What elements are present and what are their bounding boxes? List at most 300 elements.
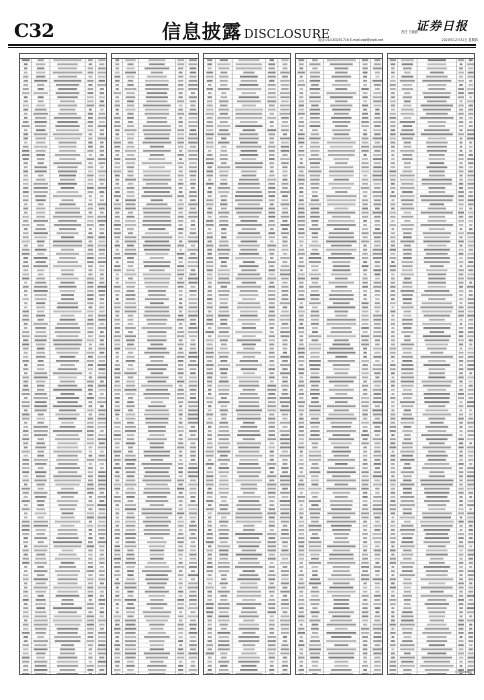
cell-text-mark [23, 76, 28, 78]
cell-text-mark [189, 599, 197, 601]
cell-text-mark [373, 138, 382, 140]
cell-text-mark [240, 459, 258, 461]
cell-text-mark [97, 216, 106, 218]
cell-text-mark [144, 352, 169, 354]
cell-text-mark [331, 636, 351, 638]
cell-text-mark [24, 512, 28, 514]
cell-text-mark [238, 273, 260, 275]
cell-text-mark [125, 241, 137, 243]
cell-text-mark [56, 232, 78, 234]
cell-text-mark [115, 96, 119, 98]
cell-text-mark [468, 599, 473, 601]
cell-text-mark [390, 224, 397, 226]
cell-text-mark [177, 599, 184, 601]
cell-text-mark [190, 105, 195, 107]
cell-text-mark [239, 179, 259, 181]
cell-text-mark [402, 154, 412, 156]
cell-text-mark [55, 138, 81, 140]
cell-text-mark [268, 88, 276, 90]
cell-text-mark [219, 533, 228, 535]
cell-text-mark [151, 459, 163, 461]
cell-text-mark [59, 150, 76, 152]
cell-text-mark [309, 500, 321, 502]
cell-text-mark [34, 133, 48, 135]
cell-text-mark [57, 492, 78, 494]
cell-text-mark [177, 282, 184, 284]
cell-text-mark [270, 595, 274, 597]
cell-text-mark [467, 376, 474, 378]
cell-text-mark [311, 595, 318, 597]
cell-text-mark [220, 339, 228, 341]
cell-text-mark [100, 166, 104, 168]
cell-text-mark [373, 154, 381, 156]
cell-text-mark [24, 554, 28, 556]
cell-text-mark [126, 381, 135, 383]
cell-text-mark [280, 504, 290, 506]
cell-text-mark [327, 591, 356, 593]
cell-text-mark [206, 484, 214, 486]
cell-text-mark [178, 232, 183, 234]
cell-text-mark [390, 550, 396, 552]
cell-text-mark [206, 653, 214, 655]
cell-text-mark [327, 430, 357, 432]
cell-text-mark [115, 636, 119, 638]
cell-text-mark [177, 133, 184, 135]
cell-text-mark [206, 397, 214, 399]
cell-text-mark [207, 298, 213, 300]
cell-text-mark [469, 224, 472, 226]
cell-text-mark [178, 426, 184, 428]
cell-text-mark [362, 475, 369, 477]
cell-text-mark [421, 434, 452, 436]
cell-text-mark [55, 467, 80, 469]
cell-text-mark [467, 335, 474, 337]
cell-text-mark [60, 426, 76, 428]
cell-text-mark [38, 100, 44, 102]
cell-text-mark [53, 541, 82, 543]
cell-text-mark [243, 422, 255, 424]
cell-text-mark [115, 191, 120, 193]
cell-text-mark [142, 463, 173, 465]
cell-text-mark [390, 302, 396, 304]
cell-text-mark [87, 220, 93, 222]
cell-text-mark [238, 319, 261, 321]
cell-text-mark [390, 632, 395, 634]
cell-text-mark [362, 59, 368, 61]
cell-text-mark [220, 113, 228, 115]
cell-text-mark [126, 356, 134, 358]
cell-text-mark [99, 558, 105, 560]
cell-text-mark [220, 541, 228, 543]
cell-text-mark [332, 529, 350, 531]
cell-text-mark [207, 566, 213, 568]
cell-text-mark [115, 376, 120, 378]
cell-text-mark [149, 624, 164, 626]
cell-text-mark [268, 146, 276, 148]
cell-text-mark [298, 587, 305, 589]
cell-text-mark [143, 129, 172, 131]
cell-text-mark [469, 525, 473, 527]
cell-text-mark [178, 146, 183, 148]
cell-text-mark [363, 154, 366, 156]
cell-text-mark [34, 286, 48, 288]
cell-text-mark [127, 63, 133, 65]
cell-text-mark [299, 566, 303, 568]
cell-text-mark [34, 257, 48, 259]
cell-text-mark [54, 117, 81, 119]
cell-text-mark [391, 339, 395, 341]
cell-text-mark [37, 438, 44, 440]
cell-text-mark [87, 570, 94, 572]
cell-text-mark [403, 96, 413, 98]
cell-text-mark [240, 121, 258, 123]
cell-text-mark [188, 203, 197, 205]
cell-text-mark [60, 508, 75, 510]
cell-text-mark [145, 409, 169, 411]
cell-text-mark [189, 191, 197, 193]
cell-text-mark [430, 352, 443, 354]
cell-text-mark [334, 158, 350, 160]
cell-text-mark [126, 405, 135, 407]
cell-text-mark [115, 278, 119, 280]
cell-text-mark [241, 80, 258, 82]
issue-date: 2020年12月31日 星期四 [441, 38, 478, 42]
cell-text-mark [459, 187, 463, 189]
cell-text-mark [99, 624, 105, 626]
cell-text-mark [311, 603, 320, 605]
cell-text-mark [389, 348, 396, 350]
cell-text-mark [391, 67, 395, 69]
cell-text-mark [149, 545, 165, 547]
cell-text-mark [207, 595, 212, 597]
cell-text-mark [34, 644, 46, 646]
cell-text-mark [87, 504, 95, 506]
cell-text-mark [312, 447, 317, 449]
cell-text-mark [312, 67, 317, 69]
cell-text-mark [38, 96, 44, 98]
cell-text-mark [24, 327, 28, 329]
cell-text-mark [390, 455, 395, 457]
cell-text-mark [459, 479, 462, 481]
cell-text-mark [35, 558, 46, 560]
cell-text-mark [391, 191, 394, 193]
cell-text-mark [267, 648, 276, 650]
cell-text-mark [310, 599, 321, 601]
cell-text-mark [309, 545, 321, 547]
cell-text-mark [460, 150, 463, 152]
cell-text-mark [221, 138, 226, 140]
cell-text-mark [238, 657, 260, 659]
cell-text-mark [390, 471, 395, 473]
cell-text-mark [281, 150, 290, 152]
cell-text-mark [458, 133, 464, 135]
cell-text-mark [310, 92, 319, 94]
cell-text-mark [113, 170, 121, 172]
cell-text-mark [190, 447, 197, 449]
cell-text-mark [34, 545, 48, 547]
cell-text-mark [425, 409, 448, 411]
cell-text-mark [220, 558, 229, 560]
cell-text-mark [362, 199, 368, 201]
cell-text-mark [269, 521, 275, 523]
cell-text-mark [115, 212, 119, 214]
cell-text-mark [400, 451, 414, 453]
cell-text-mark [99, 105, 105, 107]
cell-text-mark [312, 570, 318, 572]
cell-text-mark [373, 381, 382, 383]
cell-text-mark [362, 414, 367, 416]
cell-text-mark [35, 117, 46, 119]
cell-text-mark [115, 59, 119, 61]
cell-text-mark [267, 245, 276, 247]
cell-text-mark [190, 129, 197, 131]
cell-text-mark [467, 488, 474, 490]
cell-text-mark [97, 665, 106, 667]
cell-text-mark [238, 636, 259, 638]
cell-text-mark [312, 574, 318, 576]
cell-text-mark [150, 504, 164, 506]
cell-text-mark [147, 121, 168, 123]
cell-text-mark [268, 537, 275, 539]
cell-text-mark [459, 550, 463, 552]
cell-text-mark [220, 319, 227, 321]
cell-text-mark [311, 504, 318, 506]
cell-text-mark [240, 133, 259, 135]
cell-text-mark [467, 76, 474, 78]
cell-text-mark [87, 100, 93, 102]
cell-text-mark [237, 306, 261, 308]
cell-text-mark [460, 100, 463, 102]
cell-text-mark [24, 302, 28, 304]
cell-text-mark [206, 220, 213, 222]
cell-text-mark [390, 84, 396, 86]
cell-text-mark [191, 220, 195, 222]
cell-text-mark [36, 599, 46, 601]
cell-text-mark [468, 249, 473, 251]
cell-text-mark [420, 578, 453, 580]
cell-text-mark [361, 146, 369, 148]
cell-text-mark [282, 344, 287, 346]
cell-text-mark [312, 566, 319, 568]
cell-text-mark [312, 632, 318, 634]
cell-text-mark [459, 591, 462, 593]
cell-text-mark [391, 628, 394, 630]
cell-text-mark [268, 72, 276, 74]
cell-text-mark [239, 624, 259, 626]
cell-text-mark [126, 496, 134, 498]
cell-text-mark [145, 88, 169, 90]
cell-text-mark [310, 554, 319, 556]
cell-text-mark [467, 484, 474, 486]
cell-text-mark [299, 88, 303, 90]
cell-text-mark [125, 224, 137, 226]
cell-text-mark [298, 109, 304, 111]
cell-text-mark [309, 261, 321, 263]
cell-text-mark [300, 146, 304, 148]
cell-text-mark [375, 607, 381, 609]
cell-text-mark [420, 195, 454, 197]
cell-text-mark [87, 422, 94, 424]
cell-text-mark [208, 405, 212, 407]
cell-text-mark [469, 154, 473, 156]
cell-text-mark [242, 644, 255, 646]
cell-text-mark [459, 129, 462, 131]
cell-text-mark [88, 401, 92, 403]
cell-text-mark [55, 438, 80, 440]
cell-text-mark [99, 269, 104, 271]
cell-text-mark [218, 117, 231, 119]
cell-text-mark [53, 344, 81, 346]
cell-text-mark [24, 166, 28, 168]
cell-text-mark [190, 628, 196, 630]
cell-text-mark [178, 327, 183, 329]
cell-text-mark [88, 657, 92, 659]
cell-text-mark [37, 574, 45, 576]
cell-text-mark [299, 261, 304, 263]
cell-text-mark [114, 434, 121, 436]
cell-text-mark [330, 146, 353, 148]
cell-text-mark [403, 125, 413, 127]
cell-text-mark [124, 372, 136, 374]
cell-text-mark [33, 191, 48, 193]
cell-text-mark [403, 508, 413, 510]
cell-text-mark [267, 512, 276, 514]
cell-text-mark [189, 306, 198, 308]
cell-text-mark [281, 385, 289, 387]
cell-text-mark [189, 562, 197, 564]
cell-text-mark [189, 554, 196, 556]
cell-text-mark [208, 393, 211, 395]
cell-text-mark [298, 154, 305, 156]
cell-text-mark [179, 455, 183, 457]
cell-text-mark [401, 525, 413, 527]
cell-text-mark [221, 344, 227, 346]
cell-text-mark [391, 306, 394, 308]
cell-text-mark [125, 88, 137, 90]
cell-text-mark [391, 199, 394, 201]
cell-text-mark [37, 422, 44, 424]
cell-text-mark [115, 245, 120, 247]
cell-text-mark [390, 442, 395, 444]
cell-text-mark [114, 327, 120, 329]
cell-text-mark [422, 467, 452, 469]
cell-text-mark [179, 224, 183, 226]
cell-text-mark [467, 368, 474, 370]
cell-text-mark [115, 138, 120, 140]
cell-text-mark [88, 418, 94, 420]
cell-text-mark [206, 673, 214, 675]
cell-text-mark [390, 414, 395, 416]
cell-text-mark [53, 72, 83, 74]
cell-text-mark [374, 582, 380, 584]
cell-text-mark [430, 203, 444, 205]
cell-text-mark [362, 142, 369, 144]
cell-text-mark [373, 249, 382, 251]
cell-text-mark [35, 393, 47, 395]
cell-text-mark [424, 661, 450, 663]
cell-text-mark [374, 162, 381, 164]
cell-text-mark [404, 463, 410, 465]
cell-text-mark [374, 529, 380, 531]
cell-text-mark [269, 323, 275, 325]
cell-text-mark [23, 269, 28, 271]
cell-text-mark [327, 335, 356, 337]
cell-text-mark [373, 315, 382, 317]
cell-text-mark [391, 158, 395, 160]
cell-text-mark [300, 504, 303, 506]
cell-text-mark [207, 278, 213, 280]
cell-text-mark [207, 249, 212, 251]
cell-text-mark [114, 339, 120, 341]
cell-text-mark [22, 562, 29, 564]
cell-text-mark [207, 344, 213, 346]
cell-text-mark [220, 84, 227, 86]
cell-text-mark [281, 496, 288, 498]
cell-text-mark [467, 393, 474, 395]
cell-text-mark [426, 113, 448, 115]
cell-text-mark [178, 389, 184, 391]
cell-text-mark [391, 492, 396, 494]
cell-text-mark [373, 504, 382, 506]
cell-text-mark [179, 517, 183, 519]
cell-text-mark [89, 212, 93, 214]
cell-text-mark [460, 636, 463, 638]
cell-text-mark [391, 529, 395, 531]
cell-text-mark [282, 393, 289, 395]
cell-text-mark [99, 335, 105, 337]
cell-text-mark [88, 385, 93, 387]
cell-text-mark [237, 339, 261, 341]
cell-text-mark [459, 216, 463, 218]
cell-text-mark [310, 376, 319, 378]
cell-text-mark [150, 447, 164, 449]
cell-text-mark [458, 220, 464, 222]
cell-text-mark [333, 607, 349, 609]
cell-text-mark [58, 471, 77, 473]
cell-text-mark [179, 504, 182, 506]
cell-text-mark [99, 306, 104, 308]
cell-text-mark [374, 615, 380, 617]
cell-text-mark [207, 628, 212, 630]
cell-text-mark [59, 142, 77, 144]
cell-text-mark [374, 632, 381, 634]
cell-text-mark [58, 529, 78, 531]
cell-text-mark [116, 607, 119, 609]
cell-text-mark [361, 471, 369, 473]
cell-text-mark [126, 393, 136, 395]
cell-text-mark [391, 228, 394, 230]
cell-text-mark [37, 500, 45, 502]
cell-text-mark [269, 282, 274, 284]
cell-text-mark [177, 113, 184, 115]
cell-text-mark [268, 187, 275, 189]
cell-text-mark [208, 282, 212, 284]
cell-text-mark [268, 224, 276, 226]
cell-text-mark [24, 80, 28, 82]
cell-text-mark [189, 302, 197, 304]
cell-text-mark [390, 179, 395, 181]
cell-text-mark [220, 405, 227, 407]
cell-text-mark [362, 545, 367, 547]
cell-text-mark [220, 323, 227, 325]
cell-text-mark [299, 241, 304, 243]
cell-text-mark [268, 216, 275, 218]
cell-text-mark [150, 154, 164, 156]
cell-text-mark [34, 562, 47, 564]
cell-text-mark [115, 648, 120, 650]
cell-text-mark [332, 109, 350, 111]
cell-text-mark [150, 644, 164, 646]
